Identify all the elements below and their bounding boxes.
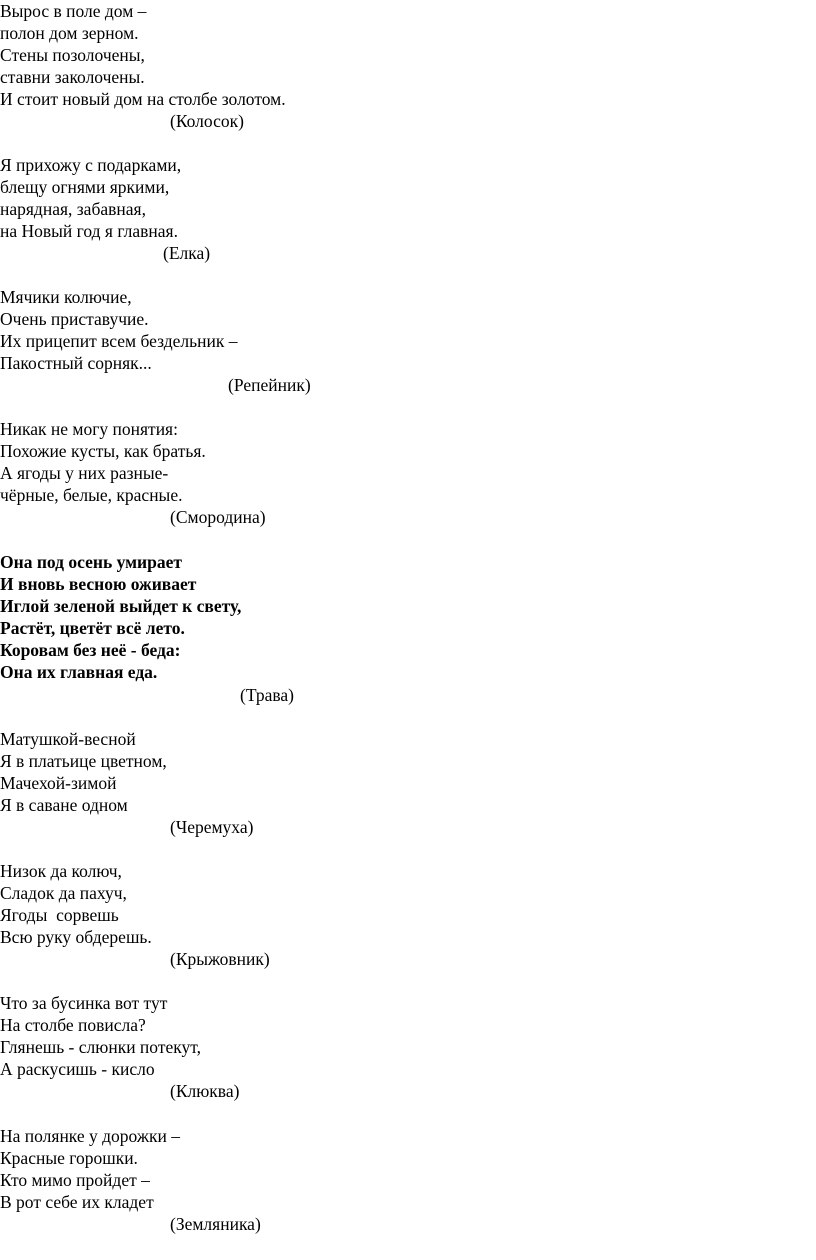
riddle-line: Очень приставучие. bbox=[0, 309, 149, 330]
riddle-line: А раскусишь - кисло bbox=[0, 1059, 155, 1080]
riddle-line: нарядная, забавная, bbox=[0, 199, 146, 220]
riddle-line: И вновь весною оживает bbox=[0, 574, 197, 595]
riddle-line: И стоит новый дом на столбе золотом. bbox=[0, 89, 286, 110]
riddle-line: А ягоды у них разные- bbox=[0, 463, 169, 484]
riddle-2 bbox=[0, 154, 210, 264]
riddle-line: Растёт, цветёт всё лето. bbox=[0, 618, 185, 639]
riddle-answer: (Земляника) bbox=[170, 1214, 261, 1235]
riddle-1 bbox=[0, 0, 286, 133]
riddle-answer: (Трава) bbox=[240, 684, 294, 705]
riddle-line: Ягоды сорвешь bbox=[0, 905, 119, 926]
riddle-line: Я прихожу с подарками, bbox=[0, 155, 182, 175]
riddle-line: Сладок да пахуч, bbox=[0, 883, 127, 904]
riddle-answer: (Клюква) bbox=[170, 1081, 240, 1102]
riddle-line: Похожие кусты, как братья. bbox=[0, 441, 206, 462]
riddle-line: блещу огнями яркими, bbox=[0, 177, 170, 198]
riddle-line: полон дом зерном. bbox=[0, 23, 139, 44]
riddle-line: Иглой зеленой выйдет к свету, bbox=[0, 596, 242, 617]
riddle-line: Низок да колюч, bbox=[0, 861, 122, 881]
riddle-line: Стены позолочены, bbox=[0, 45, 145, 66]
riddle-line: Красные горошки. bbox=[0, 1148, 138, 1169]
riddle-6 bbox=[0, 728, 253, 838]
riddle-line: На полянке у дорожки – bbox=[0, 1126, 180, 1146]
riddle-answer: (Черемуха) bbox=[170, 817, 254, 838]
riddle-4 bbox=[0, 418, 266, 528]
riddle-line: Я в саване одном bbox=[0, 795, 128, 816]
riddle-8 bbox=[0, 992, 239, 1102]
riddle-line: Вырос в поле дом – bbox=[0, 1, 147, 21]
riddle-3 bbox=[0, 286, 311, 396]
riddle-line: Мачехой-зимой bbox=[0, 773, 117, 794]
riddle-line: Она под осень умирает bbox=[0, 552, 182, 572]
riddle-answer: (Елка) bbox=[163, 243, 211, 264]
riddle-line: ставни заколочены. bbox=[0, 67, 145, 88]
riddle-line: Всю руку обдерешь. bbox=[0, 927, 152, 948]
riddle-line: Коровам без неё - беда: bbox=[0, 640, 181, 661]
riddle-line: В рот себе их кладет bbox=[0, 1192, 154, 1213]
riddle-line: Пакостный сорняк... bbox=[0, 353, 152, 374]
riddle-line: чёрные, белые, красные. bbox=[0, 485, 183, 506]
riddle-line: Глянешь - слюнки потекут, bbox=[0, 1037, 201, 1058]
riddle-line: на Новый год я главная. bbox=[0, 221, 178, 242]
riddle-line: Что за бусинка вот тут bbox=[0, 993, 168, 1013]
riddle-answer: (Колосок) bbox=[170, 111, 244, 132]
riddle-5 bbox=[0, 551, 294, 706]
riddle-line: Матушкой-весной bbox=[0, 729, 136, 749]
riddle-7 bbox=[0, 860, 270, 970]
riddle-line: Она их главная еда. bbox=[0, 662, 158, 683]
riddle-9 bbox=[0, 1125, 261, 1235]
riddle-line: Мячики колючие, bbox=[0, 287, 132, 307]
riddle-answer: (Крыжовник) bbox=[170, 949, 270, 970]
riddle-line: Я в платьице цветном, bbox=[0, 751, 167, 772]
riddle-line: Их прицепит всем бездельник – bbox=[0, 331, 238, 352]
riddle-answer: (Смородина) bbox=[170, 507, 266, 528]
riddle-line: Кто мимо пройдет – bbox=[0, 1170, 150, 1191]
riddle-line: На столбе повисла? bbox=[0, 1015, 146, 1036]
riddle-answer: (Репейник) bbox=[228, 375, 311, 396]
riddle-line: Никак не могу понятия: bbox=[0, 419, 178, 439]
